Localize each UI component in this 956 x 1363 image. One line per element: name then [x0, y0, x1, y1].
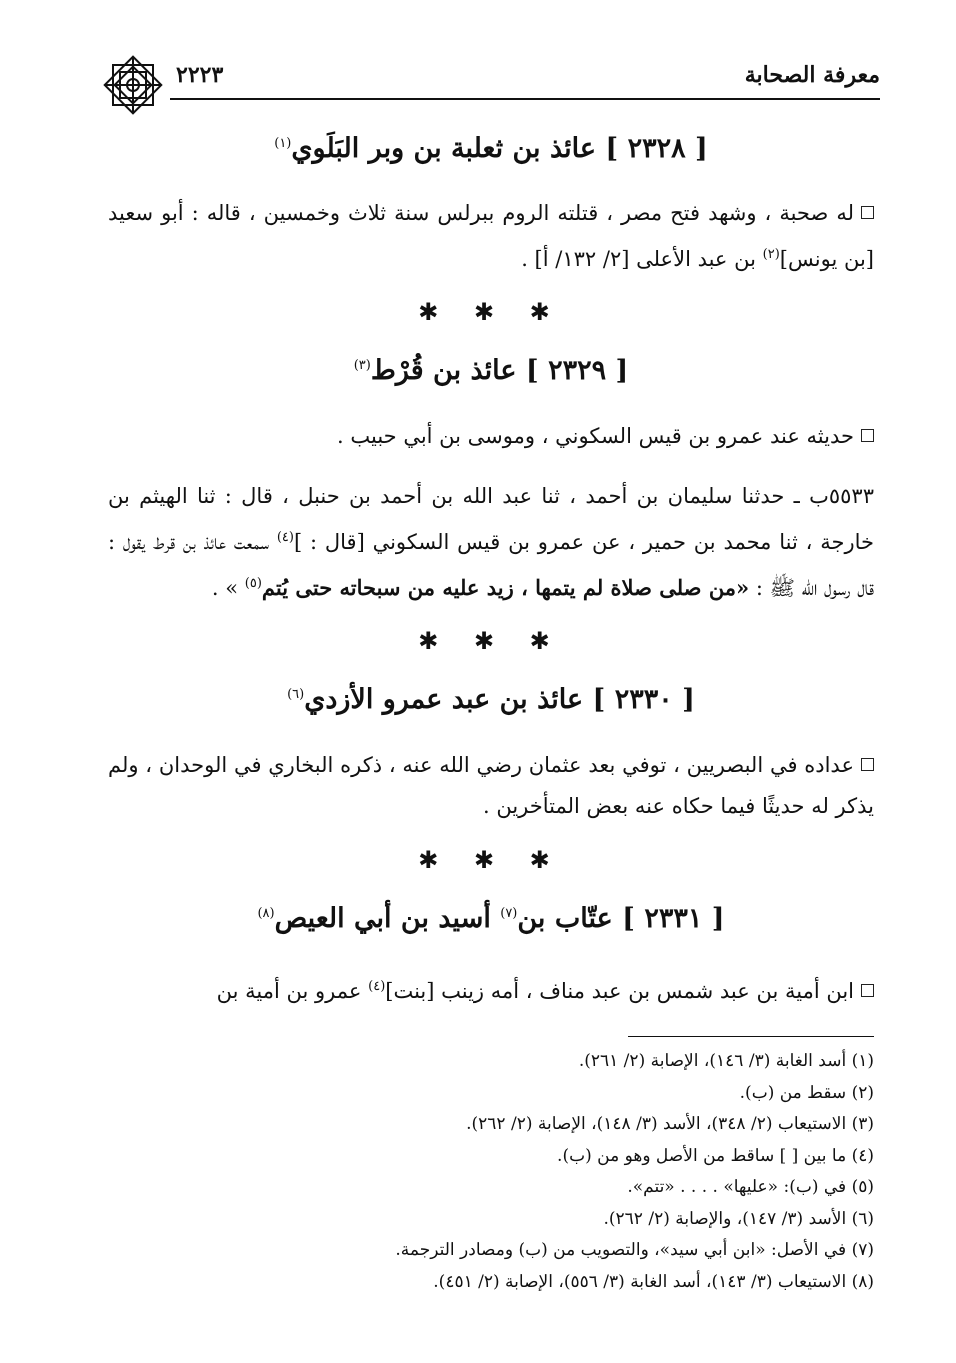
footnote-text: سقط من (ب). — [739, 1082, 847, 1103]
footnote — [108, 1141, 874, 1173]
footnote-number: (٦) — [851, 1208, 874, 1229]
entry-heading-2329 — [108, 355, 874, 386]
footnote-text: في (ب): «عليها» . . . . «تتم». — [627, 1177, 847, 1197]
entry-body-2328 — [108, 193, 874, 280]
footnote-ref: (٦) — [287, 687, 305, 702]
hadith-paragraph-5533b — [108, 476, 874, 609]
section-separator: ✱ ✱ ✱ — [418, 298, 564, 326]
paragraph-text: له صحبة ، وشهد فتح مصر ، قتلته الروم ببرلس سنة ثلاث وخمسين ، قاله : أبو سعيد [بن يونس] — [108, 201, 874, 271]
square-marker-icon — [861, 206, 874, 219]
footnote-number: (١) — [851, 1051, 874, 1071]
paragraph — [108, 416, 874, 457]
footnote-ref: (٧) — [500, 906, 518, 921]
paragraph-text: بن عبد الأعلى [٢/ ١٣٢/ أ] . — [521, 247, 763, 271]
paragraph-text: عداده في البصريين ، توفي بعد عثمان رضي الله عنه ، ذكره البخاري في الوحدان ، ولم يذكر له حديثًا فيما حكاه عنه بعض المتأخرين . — [108, 753, 874, 818]
entry-body-2330 — [108, 745, 874, 827]
paragraph — [108, 966, 874, 1012]
page-number: ٢٢٢٣ — [176, 62, 224, 88]
paragraph-text: » . — [211, 576, 245, 600]
footnote — [108, 1204, 874, 1236]
header-rule — [170, 98, 880, 100]
footnote — [108, 1046, 874, 1078]
octagonal-star-ornament-icon — [100, 52, 166, 118]
paragraph — [108, 745, 874, 827]
footnote-number: (٨) — [851, 1271, 874, 1292]
square-marker-icon — [861, 758, 874, 771]
footnote-rule — [628, 1036, 874, 1037]
entry-heading-text: أسيد بن أبي العيص — [274, 903, 501, 934]
footnote — [108, 1172, 874, 1204]
footnote-number: (٧) — [851, 1240, 874, 1260]
footnote-number: (٢) — [851, 1082, 874, 1103]
footnote — [108, 1078, 874, 1110]
footnote — [108, 1267, 874, 1299]
square-marker-icon — [861, 984, 874, 997]
footnote-ref: (٥) — [244, 576, 262, 591]
footnote-ref: (٤) — [276, 530, 294, 545]
footnote-text: ما بين [ ] ساقط من الأصل وهو من (ب). — [557, 1145, 847, 1166]
footnote-text: أسد الغابة (٣/ ١٤٦)، الإصابة (٢/ ٢٦١). — [578, 1051, 847, 1071]
paragraph-text: حديثه عند عمرو بن قيس السكوني ، وموسى بن أبي حبيب . — [337, 424, 854, 448]
footnote — [108, 1235, 874, 1267]
entry-heading-2331 — [108, 903, 874, 934]
footnote-ref: (٢) — [762, 247, 780, 262]
paragraph — [108, 193, 874, 280]
entry-heading-2330 — [108, 684, 874, 715]
section-separator: ✱ ✱ ✱ — [418, 846, 564, 874]
square-marker-icon — [861, 429, 874, 442]
paragraph-text: ابن أمية بن عبد شمس بن عبد مناف ، أمه زينب [بنت] — [385, 979, 854, 1003]
footnote-ref: (٣) — [353, 358, 371, 373]
footnote-ref: (٤) — [368, 979, 386, 994]
entry-body-2329 — [108, 416, 874, 457]
footnote — [108, 1109, 874, 1141]
footnote-ref: (٨) — [257, 906, 275, 921]
running-header — [100, 52, 880, 108]
entry-heading-text: [ ٢٣٢٩ ] عائذ بن قُرْط — [370, 355, 629, 386]
entry-heading-text: [ ٢٣٣٠ ] عائذ بن عبد عمرو الأزدي — [304, 684, 695, 715]
entry-heading-text: [ ٢٣٢٨ ] عائذ بن ثعلبة بن وبر البَلَوي — [291, 133, 708, 164]
footnote-text: في الأصل: «ابن أبي سيد»، والتصويب من (ب) ومصادر الترجمة. — [395, 1240, 847, 1260]
paragraph-text: ٥٥٣٣ب ـ حدثنا سليمان بن أحمد ، ثنا عبد الله بن أحمد بن حنبل ، قال : ثنا الهيثم بن خارجة ، ثنا محمد بن حمير ، عن عمرو بن قيس السكوني [قال : ] — [108, 484, 874, 554]
footnote-text: الأسد (٣/ ١٤٧)، والإصابة (٢/ ٢٦٢). — [603, 1208, 847, 1229]
paragraph-text: عمرو بن أمية بن — [216, 979, 369, 1003]
entry-heading-text: [ ٢٣٣١ ] عتّاب بن — [517, 903, 725, 934]
footnote-ref: (١) — [274, 136, 292, 151]
paragraph — [108, 476, 874, 609]
hadith-text: «من صلى صلاة لم يتمها ، زيد عليه من سبحاته حتى يُتم — [261, 575, 750, 600]
book-section-title: معرفة الصحابة — [744, 62, 880, 88]
entry-heading-2328 — [108, 133, 874, 164]
footnotes — [108, 1046, 874, 1298]
footnote-number: (٥) — [851, 1177, 874, 1197]
footnote-number: (٤) — [851, 1145, 874, 1166]
paragraph-text: سمعت عائذ بن قرط يقول : قال رسول الله ﷺ : — [108, 530, 874, 600]
section-separator: ✱ ✱ ✱ — [418, 627, 564, 655]
footnote-number: (٣) — [851, 1114, 874, 1134]
footnote-text: الاستيعاب (٢/ ٣٤٨)، الأسد (٣/ ١٤٨)، الإصابة (٢/ ٢٦٢). — [466, 1114, 847, 1134]
footnote-text: الاستيعاب (٣/ ١٤٣)، أسد الغابة (٣/ ٥٥٦)، الإصابة (٢/ ٤٥١). — [433, 1271, 847, 1292]
entry-body-2331 — [108, 966, 874, 1012]
